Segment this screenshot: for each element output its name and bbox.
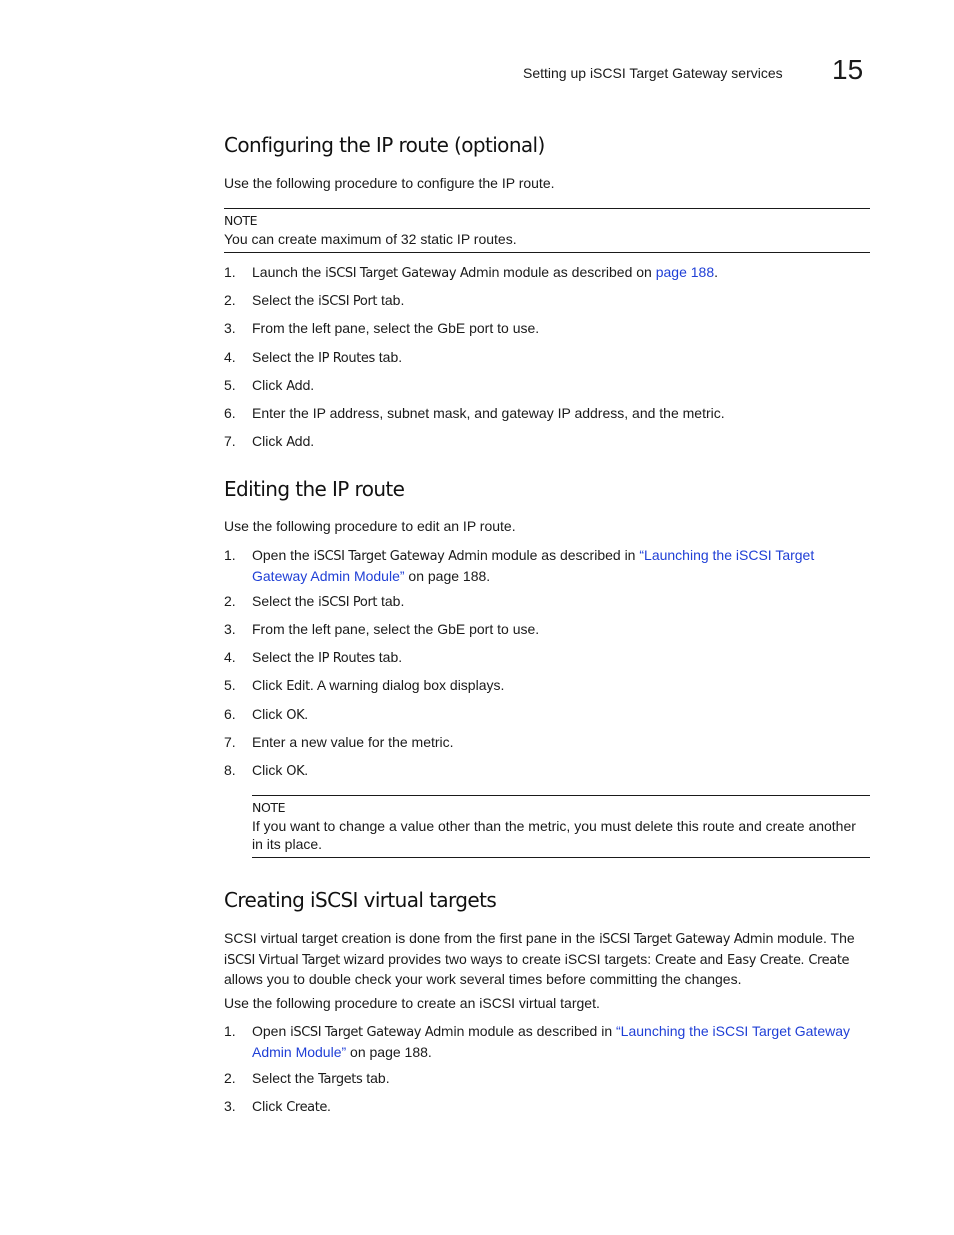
ui-term: IP Routes — [318, 351, 375, 366]
ui-term: OK — [286, 708, 305, 723]
step-text: module as described in — [464, 1023, 617, 1039]
ui-term: iSCSI Target Gateway Admin — [313, 549, 488, 564]
chapter-number: 15 — [832, 54, 864, 85]
body-text: module. The i — [224, 930, 855, 967]
step-number: 3. — [224, 1098, 236, 1114]
step-text: . — [714, 264, 719, 280]
step-number: 2. — [224, 593, 236, 609]
note-text: If you want to change a value other than the metric, you must delete this route and create another in its place. — [252, 818, 856, 852]
section-intro: Use the following procedure to edit an IP route. — [224, 518, 516, 534]
ui-term: Targets — [318, 1072, 363, 1087]
step-text: From the left pane, select the GbE port to use. — [252, 320, 540, 336]
step-number: 7. — [224, 433, 236, 449]
note-box — [224, 208, 870, 253]
ui-term: iSCSI Target Gateway Admin — [325, 266, 500, 281]
step-text: Click — [252, 762, 287, 778]
ui-term: Create — [286, 1100, 328, 1115]
note-text: You can create maximum of 32 static IP routes. — [224, 231, 517, 247]
step-text: module as described in — [487, 547, 640, 563]
step-number: 5. — [224, 377, 236, 393]
step-text: tab. — [374, 649, 403, 665]
step-text: . — [327, 1098, 331, 1114]
ui-term: Add — [286, 379, 311, 394]
ui-term: Easy Create — [726, 952, 801, 968]
step-text: From the left pane, select the GbE port to use. — [252, 621, 540, 637]
step-text: . — [310, 433, 315, 449]
step-number: 4. — [224, 349, 236, 365]
running-title: Setting up iSCSI Target Gateway services — [523, 65, 783, 81]
step-number: 4. — [224, 649, 236, 665]
page-link[interactable]: page 188 — [655, 264, 715, 280]
step-text: tab. — [377, 593, 405, 609]
step-text: module as described on — [499, 264, 656, 280]
ui-term: iSCSI Target Gateway Admin — [599, 932, 774, 947]
step-text: Select the — [252, 349, 319, 365]
step-text: Click — [252, 433, 287, 449]
note-box — [252, 795, 870, 858]
ui-term: Add — [286, 435, 311, 450]
body-text: . — [800, 950, 809, 967]
note-label: NOTE — [224, 213, 258, 228]
step-text: Select the — [252, 593, 319, 609]
body-text: and — [695, 950, 727, 967]
step-text: . — [304, 762, 309, 778]
ui-term: Edit — [286, 679, 310, 694]
section-heading-configuring-ip-route: Configuring the IP route (optional) — [224, 133, 545, 157]
section-intro-2: Use the following procedure to create an iSCSI virtual target. — [224, 995, 600, 1011]
step-number: 2. — [224, 292, 236, 308]
section-intro — [224, 929, 870, 989]
step-text: . — [310, 377, 315, 393]
section-heading-creating-virtual-targets: Creating iSCSI virtual targets — [224, 888, 497, 912]
step-number: 6. — [224, 706, 236, 722]
step-text: Click — [252, 1098, 287, 1114]
step-text: on page 188. — [346, 1043, 432, 1060]
ui-term: IP Routes — [318, 651, 375, 666]
cross-reference-link[interactable]: “Launching the iSCSI Target Gateway Admin Module” — [252, 547, 815, 584]
ui-term: Create — [655, 952, 696, 968]
step-text: Select the — [252, 649, 319, 665]
ui-term: SCSI Virtual Target — [227, 952, 340, 968]
body-text: wizard provides two ways to create iSCSI targets: — [339, 950, 656, 967]
cross-reference-link[interactable]: “Launching the iSCSI Target Gateway Admin Module” — [252, 1023, 851, 1060]
step-text: tab. — [377, 292, 405, 308]
step-text: . — [304, 706, 309, 722]
step-number: 1. — [224, 547, 236, 563]
body-text: allows you to double check your work several times before committing the changes. — [224, 971, 742, 987]
section-heading-editing-ip-route: Editing the IP route — [224, 477, 405, 501]
ui-term: iSCSI Port — [318, 294, 378, 309]
step-number: 6. — [224, 405, 236, 421]
step-number: 7. — [224, 734, 236, 750]
step-text: Enter the IP address, subnet mask, and gateway IP address, and the metric. — [252, 405, 725, 421]
step-text: Click — [252, 377, 287, 393]
step-number: 3. — [224, 320, 236, 336]
ui-term: OK — [286, 764, 305, 779]
step-text: Select the — [252, 292, 319, 308]
step-text: tab. — [362, 1070, 390, 1086]
step-text: Select the — [252, 1070, 319, 1086]
step-text: Open — [252, 1023, 291, 1039]
ui-term: Create — [808, 952, 850, 968]
body-text: SCSI virtual target creation is done from the first pane in the — [224, 930, 600, 946]
section-intro: Use the following procedure to configure the IP route. — [224, 175, 555, 191]
step-text: on page 188. — [404, 567, 491, 584]
step-text: tab. — [374, 349, 403, 365]
step-text: Open the — [252, 547, 314, 563]
step-text: Click — [252, 677, 287, 693]
ui-term: iSCSI Target Gateway Admin — [290, 1025, 465, 1040]
step-text: Launch the — [252, 264, 326, 280]
step-text: Click — [252, 706, 287, 722]
step-number: 2. — [224, 1070, 236, 1086]
step-number: 5. — [224, 677, 236, 693]
ui-term: iSCSI Port — [318, 595, 378, 610]
step-number: 8. — [224, 762, 236, 778]
step-number: 1. — [224, 264, 236, 280]
step-number: 1. — [224, 1023, 236, 1039]
step-text: Enter a new value for the metric. — [252, 734, 454, 750]
note-label: NOTE — [252, 800, 286, 815]
step-text: . A warning dialog box displays. — [309, 677, 505, 693]
step-number: 3. — [224, 621, 236, 637]
